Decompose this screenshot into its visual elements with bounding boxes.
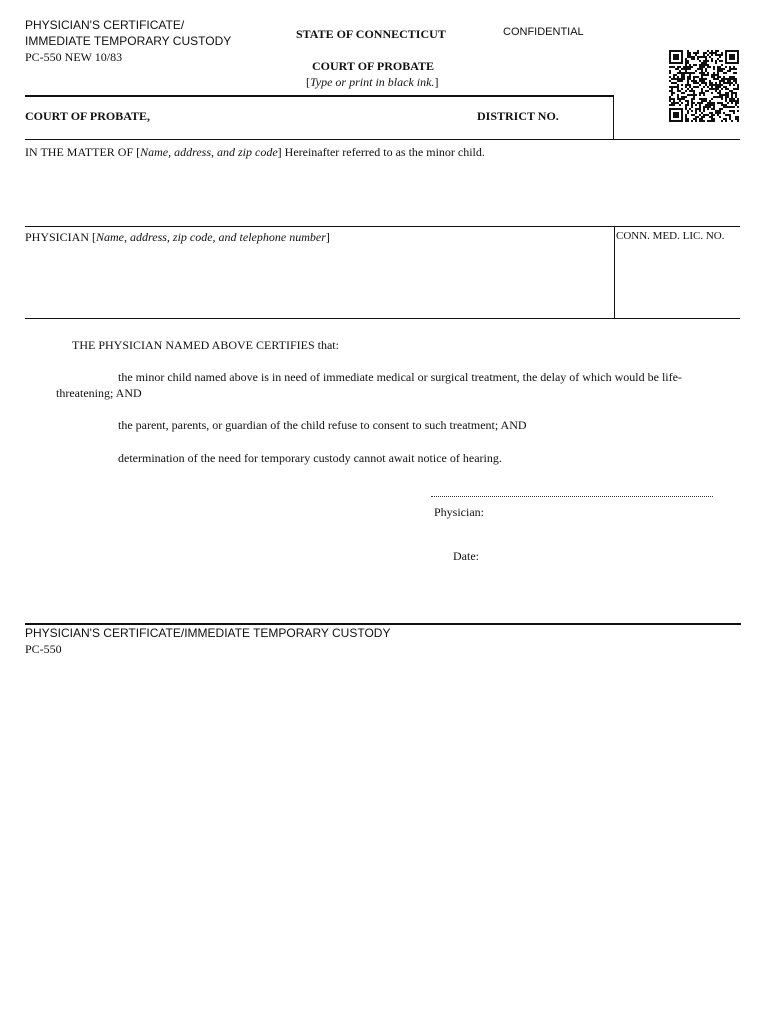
court-row-bottom-rule <box>25 139 740 140</box>
signature-input[interactable] <box>431 474 717 496</box>
signature-line <box>431 496 713 497</box>
certification-heading: THE PHYSICIAN NAMED ABOVE CERTIFIES that: <box>72 338 339 352</box>
physician-label-suffix: ] <box>325 230 330 244</box>
physician-label-italic: Name, address, zip code, and telephone number <box>96 230 326 244</box>
footer-number: PC-550 <box>25 642 62 656</box>
clause-1-line-1: the minor child named above is in need of immediate medical or surgical treatment, the delay of which would be life- <box>118 370 682 384</box>
matter-label-suffix: ] Hereinafter referred to as the minor child. <box>277 145 485 159</box>
physician-label <box>25 229 330 245</box>
physician-top-rule <box>25 226 740 227</box>
minor-child-input[interactable] <box>25 162 741 224</box>
license-label: CONN. MED. LIC. NO. <box>616 230 725 242</box>
date-input[interactable] <box>488 544 692 566</box>
instruction-open: [ <box>306 75 310 89</box>
matter-label-prefix: IN THE MATTER OF [ <box>25 145 141 159</box>
physician-input[interactable] <box>25 246 614 318</box>
form-number: PC-550 NEW 10/83 <box>25 50 123 64</box>
district-label: DISTRICT NO. <box>477 109 559 123</box>
court-heading: COURT OF PROBATE <box>312 59 435 73</box>
instruction-close: ] <box>434 75 439 89</box>
form-title-block <box>25 17 231 65</box>
clause-1-line-2: threatening; AND <box>56 386 142 400</box>
clause-2: the parent, parents, or guardian of the child refuse to consent to such treatment; AND <box>118 418 527 432</box>
matter-label-italic: Name, address, and zip code <box>140 145 278 159</box>
physician-label-prefix: PHYSICIAN [ <box>25 230 97 244</box>
license-input[interactable] <box>618 248 740 272</box>
instruction-text: Type or print in black ink. <box>310 75 435 89</box>
form-title-line1: PHYSICIAN'S CERTIFICATE/ <box>25 18 185 32</box>
date-label: Date: <box>453 549 479 563</box>
court-row-top-rule <box>25 95 613 97</box>
court-input[interactable] <box>150 104 474 128</box>
clause-3: determination of the need for temporary custody cannot await notice of hearing. <box>118 451 502 465</box>
physician-signature-label: Physician: <box>434 505 484 519</box>
form-title-line2: IMMEDIATE TEMPORARY CUSTODY <box>25 34 232 48</box>
ink-instruction <box>306 74 438 90</box>
footer-title: PHYSICIAN'S CERTIFICATE/IMMEDIATE TEMPORARY CUSTODY <box>25 626 391 640</box>
physician-bottom-rule <box>25 318 740 319</box>
physician-divider <box>614 226 615 318</box>
qr-code-icon <box>669 50 739 122</box>
state-heading: STATE OF CONNECTICUT <box>296 27 446 41</box>
matter-label <box>25 144 485 160</box>
district-input[interactable] <box>566 104 614 128</box>
court-label: COURT OF PROBATE, <box>25 109 151 123</box>
confidential-label: CONFIDENTIAL <box>503 26 584 38</box>
